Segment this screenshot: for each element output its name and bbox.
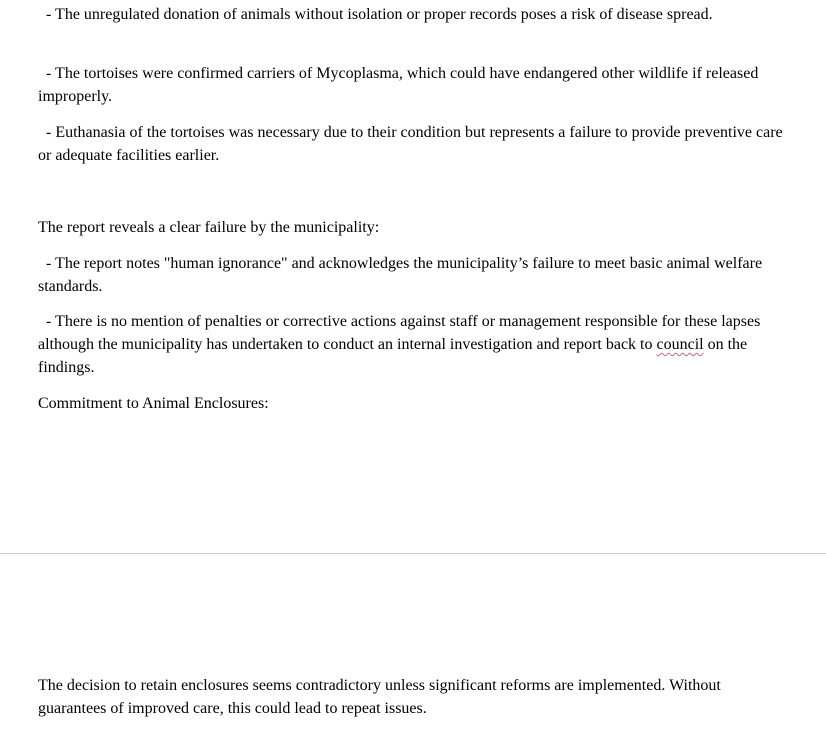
section-heading: Commitment to Animal Enclosures: bbox=[38, 395, 269, 412]
bullet-euthanasia: - Euthanasia of the tortoises was necessary due to their condition but represents a failure to provide preventive care or adequate facilities earlier. bbox=[38, 124, 783, 164]
bullet-text: - There is no mention of penalties or corrective actions against staff or management responsible for these lapses although the municipality has undertaken to conduct an internal investigation and report back to bbox=[38, 313, 761, 353]
bullet-human-ignorance: - The report notes "human ignorance" and acknowledges the municipality’s failure to meet basic animal welfare standards. bbox=[38, 255, 763, 295]
bullet-text-end: on the findings. bbox=[38, 336, 748, 376]
conclusion-paragraph: The decision to retain enclosures seems contradictory unless significant reforms are implemented. Without guarantees of improved care, this could lead to repeat issues. bbox=[38, 677, 721, 717]
spellcheck-flagged-word[interactable]: council bbox=[656, 336, 704, 353]
bullet-no-penalties bbox=[38, 310, 788, 379]
report-intro: The report reveals a clear failure by the municipality: bbox=[38, 219, 380, 236]
bullet-mycoplasma: - The tortoises were confirmed carriers of Mycoplasma, which could have endangered other wildlife if released improperly. bbox=[38, 65, 759, 105]
page-break-divider bbox=[0, 553, 826, 554]
bullet-disease-risk: - The unregulated donation of animals without isolation or proper records poses a risk of disease spread. bbox=[38, 6, 713, 23]
